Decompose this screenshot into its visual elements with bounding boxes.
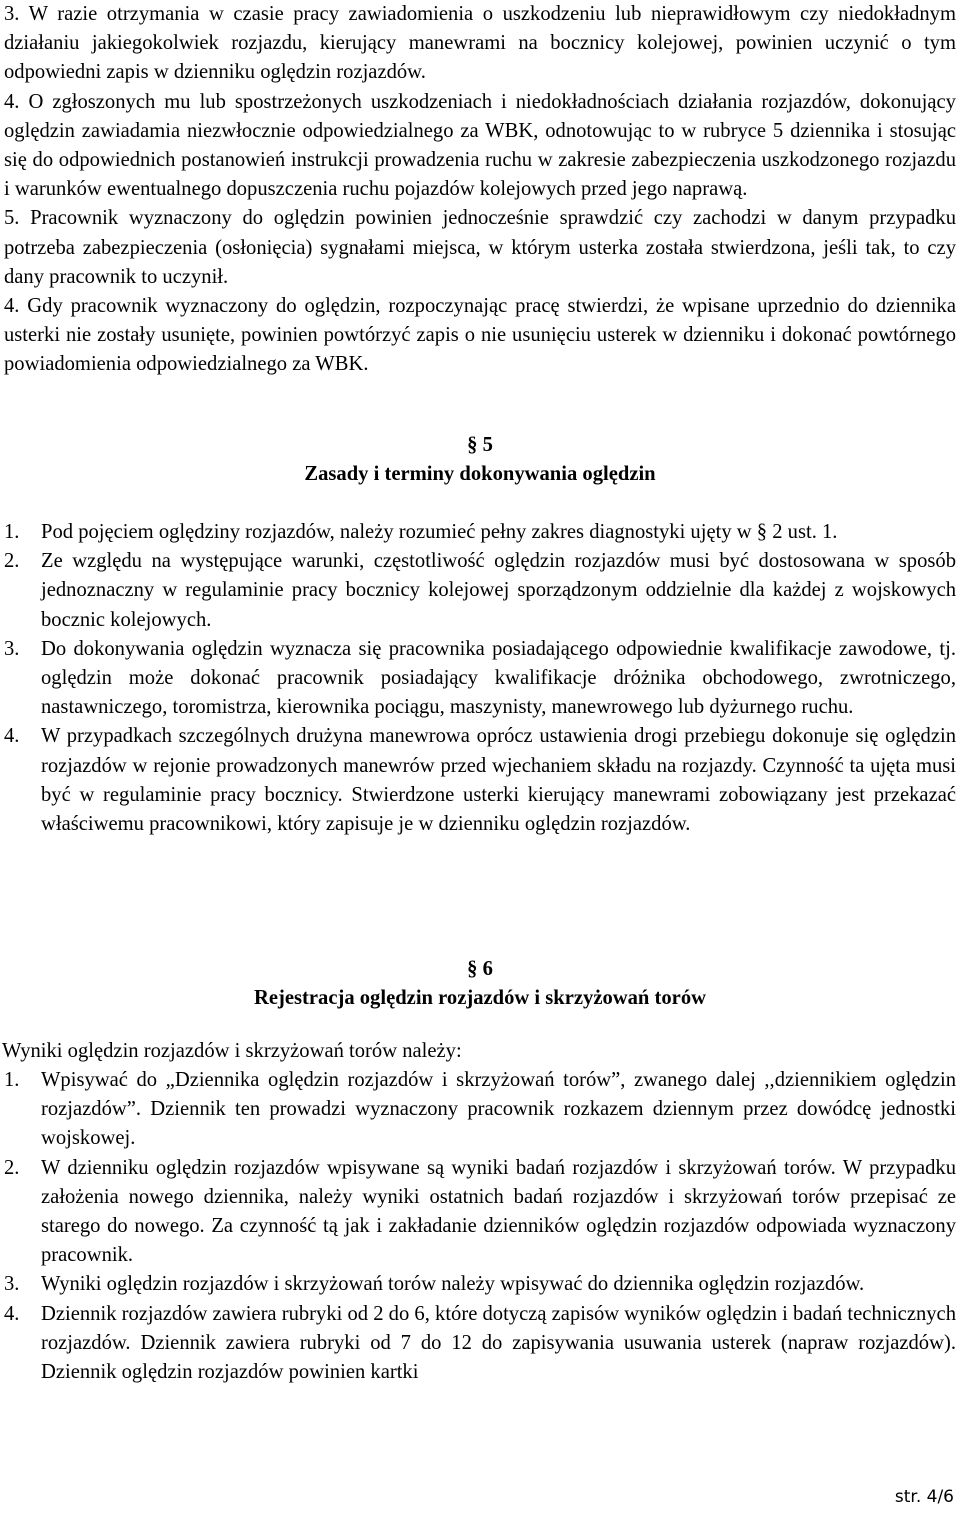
- item-text: O zgłoszonych mu lub spostrzeżonych uszkodzeniach i niedokładnościach działania rozjazdów, dokonujący oględzin zawiadamia niezwłocznie odpowiedzialnego za WBK, odnotowując to w rubryce 5 dziennika i stosując się do odpowiednich postanowień instrukcji prowadzenia ruchu w zakresie zabezpieczenia uszkodzonego rozjazdu i warunków ewentualnego dopuszczenia ruchu pojazdów kolejowych przed jego naprawą.: [4, 90, 956, 201]
- section-6-intro: Wyniki oględzin rozjazdów i skrzyżowań torów należy:: [2, 1040, 462, 1062]
- item-number: 3.: [4, 637, 20, 660]
- list-item: [4, 1270, 956, 1299]
- section-5-list: [4, 518, 956, 839]
- section-6-heading: [4, 955, 956, 1013]
- item-text: Dziennik rozjazdów zawiera rubryki od 2 do 6, które dotyczą zapisów wyników oględzin i badań technicznych rozjazdów. Dziennik zawiera rubryki od 7 do 12 do zapisywania usuwania usterek (napraw rozjazdów). Dziennik oględzin rozjazdów powinien kartki: [41, 1302, 956, 1384]
- item-text: Gdy pracownik wyznaczony do oględzin, rozpoczynając pracę stwierdzi, że wpisane uprzednio do dziennika usterki nie zostały usunięte, powinien powtórzyć zapis o nie usunięciu usterek w dzienniku i dokonać powtórnego powiadomienia odpowiedzialnego za WBK.: [4, 295, 956, 376]
- section-title: Rejestracja oględzin rozjazdów i skrzyżowań torów: [254, 987, 706, 1010]
- item-text: Wyniki oględzin rozjazdów i skrzyżowań torów należy wpisywać do dziennika oględzin rozjazdów.: [41, 1273, 865, 1296]
- item-text: W dzienniku oględzin rozjazdów wpisywane są wyniki badań rozjazdów i skrzyżowań torów. W przypadku założenia nowego dziennika, należy wyniki ostatnich badań rozjazdów i skrzyżowań torów przepisać ze starego do nowego. Za czynność tą jak i zakładanie dzienników oględzin rozjazdów odpowiada wyznaczony pracownik.: [41, 1156, 956, 1267]
- item-number: 4.: [4, 295, 20, 318]
- item-text: W przypadkach szczególnych drużyna manewrowa oprócz ustawienia drogi przebiegu dokonuje się oględzin rozjazdów w rejonie prowadzonych manewrów przed wjechaniem składu na rozjazdy. Czynność ta ujęta musi być w regulaminie pracy bocznicy. Stwierdzone usterki kierujący manewrami zobowiązany jest przekazać właściwemu pracownikowi, który zapisuje je w dzienniku oględzin rozjazdów.: [41, 725, 956, 836]
- item-text: Ze względu na występujące warunki, częstotliwość oględzin rozjazdów musi być dostosowana w sposób jednoznaczny w regulaminie pracy bocznicy kolejowej sporządzonym oddzielnie dla każdej z wojskowych bocznic kolejowych.: [41, 550, 956, 631]
- page-number: str. 4/6: [894, 1487, 954, 1507]
- list-item: [4, 292, 956, 380]
- item-text: Pracownik wyznaczony do oględzin powinien jednocześnie sprawdzić czy zachodzi w danym przypadku potrzeba zabezpieczenia (osłonięcia) sygnałami miejsca, w którym usterka została stwierdzona, jeśli tak, to czy dany pracownik to uczynił.: [4, 207, 956, 288]
- list-item: [4, 635, 956, 723]
- item-number: 2.: [4, 1156, 20, 1179]
- item-number: 3.: [4, 3, 20, 25]
- item-number: 1.: [4, 521, 20, 543]
- item-number: 1.: [4, 1069, 20, 1091]
- item-number: 4.: [4, 90, 20, 113]
- list-item: [4, 88, 956, 205]
- item-text: Pod pojęciem oględziny rozjazdów, należy rozumieć pełny zakres diagnostyki ujęty w § 2 ust. 1.: [41, 521, 838, 543]
- list-item: [4, 204, 956, 292]
- continuation-list: [4, 0, 956, 380]
- list-item: [4, 722, 956, 839]
- list-item: [4, 0, 956, 88]
- list-item: [4, 1300, 956, 1388]
- item-number: 4.: [4, 1302, 20, 1325]
- item-number: 3.: [4, 1273, 20, 1296]
- section-number: § 6: [467, 958, 493, 980]
- section-number: § 5: [467, 434, 493, 456]
- item-number: 4.: [4, 725, 20, 748]
- item-text: Wpisywać do „Dziennika oględzin rozjazdów i skrzyżowań torów”, zwanego dalej ,,dziennikiem oględzin rozjazdów”. Dziennik ten prowadzi wyznaczony pracownik rozkazem dziennym przez dowódcę jednostki wojskowej.: [41, 1069, 956, 1150]
- section-5-heading: [4, 431, 956, 489]
- item-number: 2.: [4, 550, 20, 573]
- list-item: [4, 1154, 956, 1271]
- item-text: W razie otrzymania w czasie pracy zawiadomienia o uszkodzeniu lub nieprawidłowym czy niedokładnym działaniu jakiegokolwiek rozjazdu, kierujący manewrami na bocznicy kolejowej, powinien uczynić o tym odpowiedni zapis w dzienniku oględzin rozjazdów.: [4, 3, 957, 84]
- item-text: Do dokonywania oględzin wyznacza się pracownika posiadającego odpowiednie kwalifikacje zawodowe, tj. oględzin może dokonać pracownik posiadający kwalifikacje dróżnika obchodowego, zwrotniczego, nastawniczego, toromistrza, kierownika pociągu, maszynisty, manewrowego lub dyżurnego ruchu.: [41, 637, 956, 719]
- list-item: [4, 547, 956, 635]
- item-number: 5.: [4, 207, 20, 230]
- list-item: [4, 1066, 956, 1154]
- list-item: [4, 518, 956, 547]
- section-title: Zasady i terminy dokonywania oględzin: [304, 463, 656, 486]
- section-6-list: [4, 1066, 956, 1387]
